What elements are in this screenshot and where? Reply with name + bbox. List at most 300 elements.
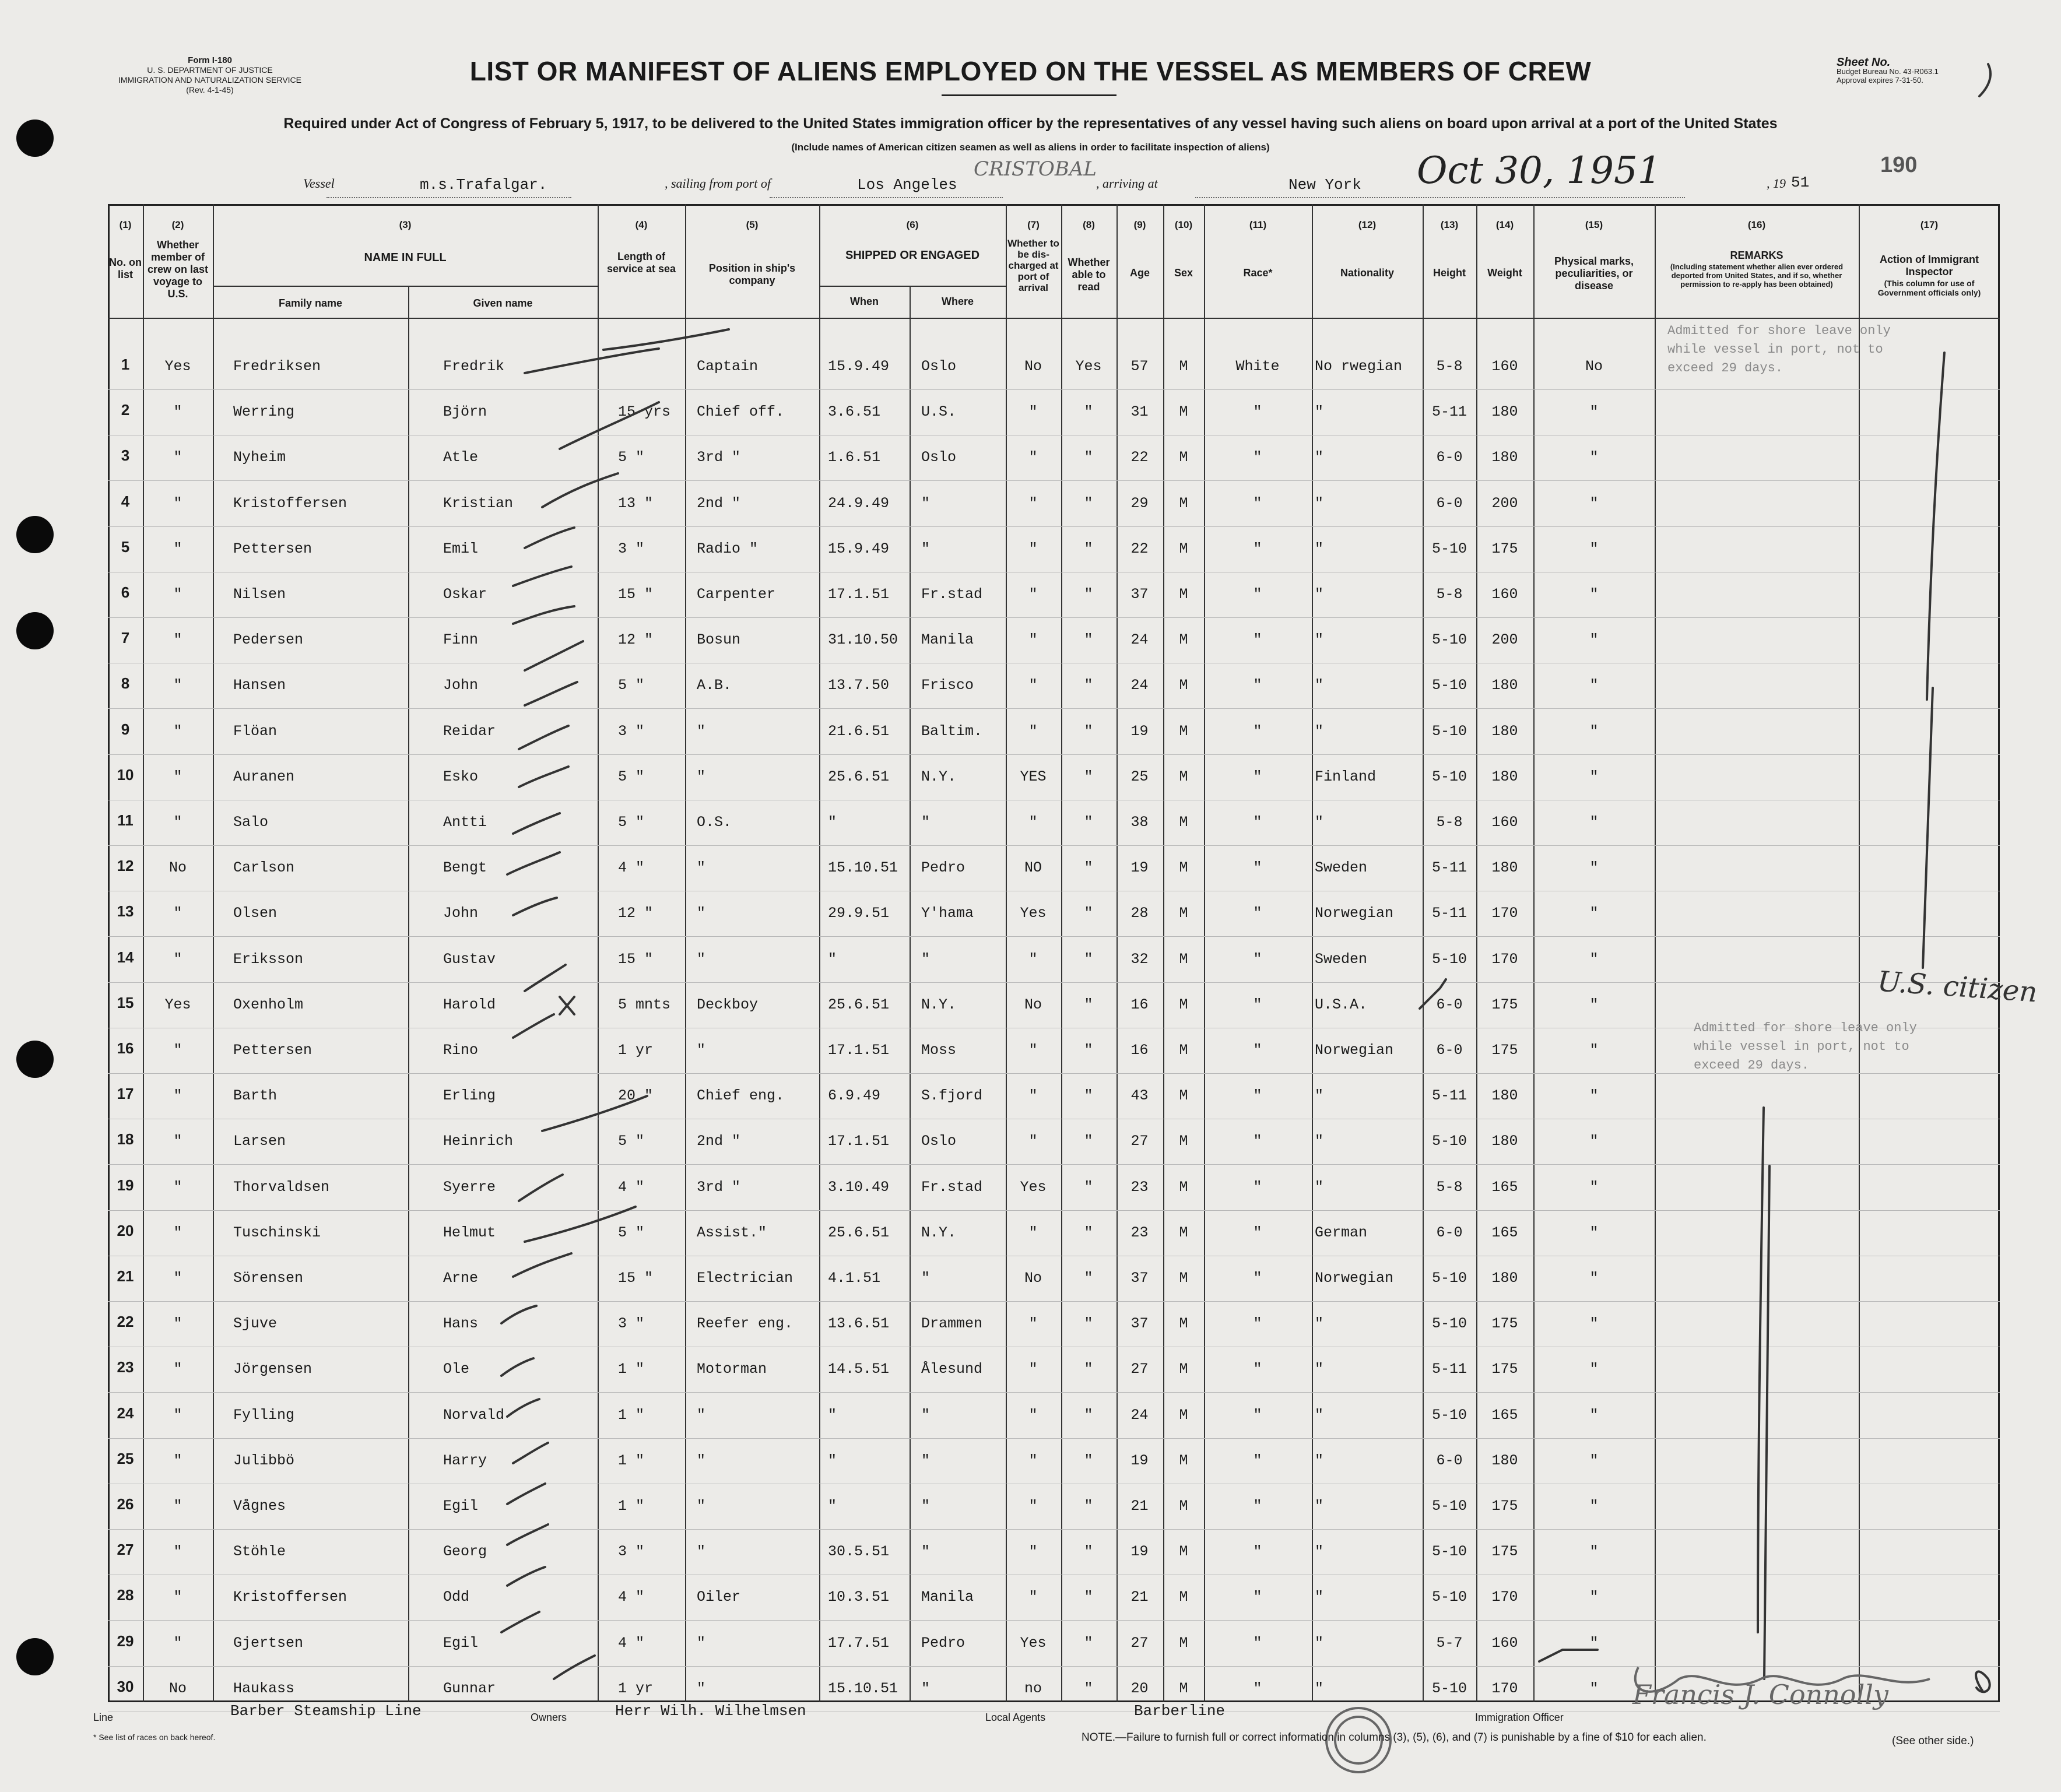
cell-when: 10.3.51 <box>828 1589 890 1605</box>
cell-disch: " <box>1028 1452 1038 1469</box>
cell-position: A.B. <box>697 677 732 694</box>
cell-nat: U.S.A. <box>1315 996 1368 1013</box>
col-8-num: (8) <box>1083 219 1095 230</box>
cell-family: Pettersen <box>233 540 313 557</box>
col-9-num: (9) <box>1133 219 1146 230</box>
cell-height: 5-10 <box>1431 1407 1467 1424</box>
cell-crew: Yes <box>164 996 191 1013</box>
cell-service: 4 " <box>618 1635 645 1652</box>
cell-age: 28 <box>1130 905 1149 922</box>
cell-race: " <box>1253 723 1262 740</box>
col-10-num: (10) <box>1174 219 1193 230</box>
cell-service: 5 " <box>618 1224 645 1241</box>
approval-expiry: Approval expires 7-31-50. <box>1837 76 1923 85</box>
cell-given: Björn <box>443 403 487 420</box>
cell-weight: 175 <box>1491 996 1518 1013</box>
row-number: 29 <box>117 1632 134 1650</box>
cell-sex: M <box>1179 1087 1188 1104</box>
cell-age: 37 <box>1130 1315 1149 1332</box>
cell-position: Chief eng. <box>697 1087 785 1104</box>
cell-when: " <box>828 814 837 831</box>
cell-nat: " <box>1315 1407 1324 1424</box>
cell-weight: 170 <box>1491 951 1518 968</box>
cell-where: " <box>921 814 931 831</box>
cell-crew: " <box>173 495 182 512</box>
col-9-label: Age <box>1129 267 1150 279</box>
row-number: 9 <box>121 721 130 738</box>
cell-nat: " <box>1315 1361 1324 1378</box>
cell-given: Norvald <box>443 1407 505 1424</box>
cell-height: 5-10 <box>1431 1133 1467 1150</box>
cell-disch: Yes <box>1020 1179 1047 1196</box>
cell-where: N.Y. <box>921 1224 957 1241</box>
cell-family: Hansen <box>233 677 286 694</box>
row-number: 2 <box>121 401 130 419</box>
row-number: 6 <box>121 584 130 601</box>
cell-sex: M <box>1179 1224 1188 1241</box>
cell-read: " <box>1084 996 1093 1013</box>
cell-height: 6-0 <box>1436 449 1463 466</box>
cell-read: " <box>1084 905 1093 922</box>
cell-race: " <box>1253 1361 1262 1378</box>
cell-sex: M <box>1179 1133 1188 1150</box>
cell-given: Atle <box>443 449 479 466</box>
cell-height: 5-11 <box>1431 859 1467 876</box>
cell-family: Haukass <box>233 1680 295 1697</box>
cell-nat: " <box>1315 677 1324 694</box>
cell-when: 21.6.51 <box>828 723 890 740</box>
cell-nat: " <box>1315 586 1324 603</box>
cell-height: 5-10 <box>1431 1589 1467 1605</box>
cell-where: " <box>921 495 931 512</box>
cell-age: 29 <box>1130 495 1149 512</box>
cell-weight: 180 <box>1491 1452 1518 1469</box>
arriving-label: , arriving at <box>1096 176 1158 191</box>
col-2-num: (2) <box>171 219 184 230</box>
cell-nat: " <box>1315 1589 1324 1605</box>
from-port: Los Angeles <box>857 176 957 194</box>
cell-when: 13.6.51 <box>828 1315 890 1332</box>
cell-where: " <box>921 1452 931 1469</box>
cell-sex: M <box>1179 495 1188 512</box>
cell-weight: 160 <box>1491 814 1518 831</box>
cell-race: " <box>1253 951 1262 968</box>
cell-position: Carpenter <box>697 586 776 603</box>
cell-weight: 175 <box>1491 540 1518 557</box>
vessel-label: Vessel <box>303 176 335 191</box>
row-number: 30 <box>117 1678 134 1695</box>
cell-race: " <box>1253 1133 1262 1150</box>
row-number: 18 <box>117 1130 134 1148</box>
cell-weight: 180 <box>1491 1133 1518 1150</box>
cell-height: 5-11 <box>1431 1361 1467 1378</box>
cell-where: Fr.stad <box>921 586 983 603</box>
cell-nat: Finland <box>1315 768 1377 785</box>
vessel-name: m.s.Trafalgar. <box>420 176 547 194</box>
cell-sex: M <box>1179 631 1188 648</box>
cell-age: 16 <box>1130 1042 1149 1059</box>
cell-marks: " <box>1589 1635 1599 1652</box>
cell-race: " <box>1253 1635 1262 1652</box>
cell-position: " <box>697 1452 706 1469</box>
cell-crew: " <box>173 723 182 740</box>
year-value: 51 <box>1791 174 1810 191</box>
cell-sex: M <box>1179 1407 1188 1424</box>
cell-when: 29.9.51 <box>828 905 890 922</box>
cell-weight: 160 <box>1491 1635 1518 1652</box>
cell-nat: Norwegian <box>1315 1270 1394 1287</box>
cell-marks: " <box>1589 996 1599 1013</box>
col-14-num: (14) <box>1495 219 1514 230</box>
department: U. S. DEPARTMENT OF JUSTICE <box>147 65 273 75</box>
cell-height: 5-10 <box>1431 951 1467 968</box>
cell-race: " <box>1253 1498 1262 1515</box>
cell-given: Emil <box>443 540 479 557</box>
cell-height: 5-10 <box>1431 1680 1467 1697</box>
row-number: 10 <box>117 766 134 783</box>
cell-age: 23 <box>1130 1179 1149 1196</box>
cell-position: " <box>697 859 706 876</box>
cell-when: 15.9.49 <box>828 540 890 557</box>
cell-age: 32 <box>1130 951 1149 968</box>
cell-height: 5-10 <box>1431 540 1467 557</box>
cell-given: Helmut <box>443 1224 496 1241</box>
col-12-num: (12) <box>1358 219 1377 230</box>
remarks-line: while vessel in port, not to <box>1667 342 1883 357</box>
cell-nat: " <box>1315 1315 1324 1332</box>
cell-nat: " <box>1315 495 1324 512</box>
col-8-label: Whether able to read <box>1068 256 1110 293</box>
cell-read: " <box>1084 814 1093 831</box>
cell-family: Kristoffersen <box>233 1589 347 1605</box>
cell-position: Oiler <box>697 1589 741 1605</box>
cell-crew: " <box>173 768 182 785</box>
cell-nat: " <box>1315 723 1324 740</box>
cell-service: 5 " <box>618 449 645 466</box>
row-number: 27 <box>117 1541 134 1558</box>
cell-weight: 175 <box>1491 1361 1518 1378</box>
cell-sex: M <box>1179 1270 1188 1287</box>
cell-family: Salo <box>233 814 269 831</box>
cell-when: 25.6.51 <box>828 1224 890 1241</box>
cell-race: " <box>1253 1407 1262 1424</box>
col-10-label: Sex <box>1174 267 1193 279</box>
cell-family: Vågnes <box>233 1498 286 1515</box>
row-number: 11 <box>117 811 134 829</box>
cell-crew: No <box>168 1680 187 1697</box>
cell-age: 24 <box>1130 1407 1149 1424</box>
cell-given: Heinrich <box>443 1133 514 1150</box>
cell-read: " <box>1084 1498 1093 1515</box>
cell-where: " <box>921 1680 931 1697</box>
cell-crew: Yes <box>164 358 191 375</box>
cell-marks: " <box>1589 1179 1599 1196</box>
cell-service: 12 " <box>618 631 654 648</box>
cell-sex: M <box>1179 1635 1188 1652</box>
cell-crew: " <box>173 586 182 603</box>
row-number: 17 <box>117 1085 134 1102</box>
cell-disch: " <box>1028 1543 1038 1560</box>
cell-disch: Yes <box>1020 1635 1047 1652</box>
cell-sex: M <box>1179 1179 1188 1196</box>
cell-race: " <box>1253 996 1262 1013</box>
form-number: Form I-180 <box>188 55 232 65</box>
cell-family: Kristoffersen <box>233 495 347 512</box>
cell-when: " <box>828 1498 837 1515</box>
cell-position: Deckboy <box>697 996 759 1013</box>
cell-disch: " <box>1028 540 1038 557</box>
cell-read: " <box>1084 768 1093 785</box>
cell-given: John <box>443 905 479 922</box>
cell-race: " <box>1253 1224 1262 1241</box>
cell-service: 5 mnts <box>618 996 671 1013</box>
cell-height: 5-11 <box>1431 1087 1467 1104</box>
cell-sex: M <box>1179 1680 1188 1697</box>
agents-label: Local Agents <box>985 1712 1046 1723</box>
cell-age: 19 <box>1130 1543 1149 1560</box>
cell-race: " <box>1253 1042 1262 1059</box>
cell-service: 13 " <box>618 495 654 512</box>
cell-sex: M <box>1179 677 1188 694</box>
cell-height: 5-10 <box>1431 1498 1467 1515</box>
cell-height: 5-10 <box>1431 1270 1467 1287</box>
to-port: New York <box>1288 176 1361 194</box>
col-7-num: (7) <box>1027 219 1040 230</box>
cell-position: " <box>697 1680 706 1697</box>
col-16-note: (Including statement whether alien ever ordered deported from United States, and if so, whether permission to re-apply has been obtained) <box>1670 262 1844 289</box>
cell-given: Gustav <box>443 951 496 968</box>
remarks-line: exceed 29 days. <box>1667 361 1783 375</box>
cell-where: Baltim. <box>921 723 983 740</box>
cell-crew: " <box>173 449 182 466</box>
cell-crew: " <box>173 540 182 557</box>
cell-where: Manila <box>921 1589 974 1605</box>
cell-nat: Sweden <box>1315 859 1368 876</box>
col-6-sub-when: When <box>850 296 879 307</box>
cell-service: 15 " <box>618 951 654 968</box>
cell-race: " <box>1253 1680 1262 1697</box>
owners-label: Owners <box>531 1712 567 1723</box>
cell-crew: " <box>173 905 182 922</box>
cell-given: Reidar <box>443 723 496 740</box>
cell-marks: " <box>1589 1133 1599 1150</box>
cell-given: Oskar <box>443 586 487 603</box>
remarks-line: while vessel in port, not to <box>1694 1039 1909 1054</box>
col-6-label: SHIPPED OR ENGAGED <box>845 249 980 262</box>
cell-read: " <box>1084 1407 1093 1424</box>
cell-sex: M <box>1179 1042 1188 1059</box>
cell-disch: " <box>1028 1087 1038 1104</box>
cell-race: " <box>1253 859 1262 876</box>
cell-read: " <box>1084 1680 1093 1697</box>
cell-age: 27 <box>1130 1133 1149 1150</box>
cell-weight: 165 <box>1491 1179 1518 1196</box>
cell-crew: " <box>173 1270 182 1287</box>
cell-family: Olsen <box>233 905 278 922</box>
cell-disch: " <box>1028 951 1038 968</box>
cell-race: " <box>1253 1543 1262 1560</box>
cell-sex: M <box>1179 951 1188 968</box>
col-13-label: Height <box>1433 267 1466 279</box>
cell-weight: 175 <box>1491 1042 1518 1059</box>
cell-marks: " <box>1589 449 1599 466</box>
row-number: 28 <box>117 1586 134 1604</box>
cell-crew: " <box>173 1361 182 1378</box>
cell-family: Sörensen <box>233 1270 304 1287</box>
cell-service: 3 " <box>618 1543 645 1560</box>
line-label: Line <box>93 1712 114 1723</box>
row-number: 3 <box>121 447 130 464</box>
cell-position: Electrician <box>697 1270 793 1287</box>
cell-when: 6.9.49 <box>828 1087 881 1104</box>
cell-height: 5-10 <box>1431 723 1467 740</box>
cell-disch: NO <box>1024 859 1042 876</box>
cell-disch: " <box>1028 1498 1038 1515</box>
cell-weight: 160 <box>1491 358 1518 375</box>
cell-given: Egil <box>443 1498 479 1515</box>
cell-position: " <box>697 768 706 785</box>
cell-weight: 180 <box>1491 859 1518 876</box>
cell-disch: " <box>1028 449 1038 466</box>
cell-read: " <box>1084 1543 1093 1560</box>
cell-position: 3rd " <box>697 449 741 466</box>
cell-height: 5-8 <box>1436 814 1463 831</box>
us-citizen-note: U.S. citizen <box>1876 965 2039 1009</box>
cell-marks: " <box>1589 768 1599 785</box>
cell-family: Fylling <box>233 1407 295 1424</box>
cell-when: 30.5.51 <box>828 1543 890 1560</box>
cell-race: " <box>1253 586 1262 603</box>
cell-read: " <box>1084 449 1093 466</box>
cell-crew: " <box>173 1498 182 1515</box>
cell-read: " <box>1084 1315 1093 1332</box>
cell-service: 5 " <box>618 677 645 694</box>
cell-read: " <box>1084 631 1093 648</box>
cell-where: Y'hama <box>921 905 974 922</box>
cell-disch: No <box>1024 996 1042 1013</box>
cell-crew: " <box>173 1589 182 1605</box>
cell-crew: No <box>168 859 187 876</box>
requirement-text: Required under Act of Congress of February 5, 1917, to be delivered to the United States immigration officer by the representatives of any vessel having such aliens on board upon arrival at a port of the United States <box>283 115 1778 132</box>
cell-given: Kristian <box>443 495 514 512</box>
cell-given: Harold <box>443 996 496 1013</box>
cell-age: 25 <box>1130 768 1149 785</box>
cell-marks: " <box>1589 1452 1599 1469</box>
cell-sex: M <box>1179 1498 1188 1515</box>
cell-when: 15.9.49 <box>828 358 890 375</box>
cell-race: White <box>1235 358 1280 375</box>
cell-height: 6-0 <box>1436 1042 1463 1059</box>
cell-read: " <box>1084 723 1093 740</box>
cell-nat: " <box>1315 1087 1324 1104</box>
row-number: 24 <box>117 1404 134 1422</box>
cell-when: 4.1.51 <box>828 1270 881 1287</box>
cell-read: " <box>1084 859 1093 876</box>
cell-race: " <box>1253 1452 1262 1469</box>
cell-marks: " <box>1589 1270 1599 1287</box>
cell-family: Stöhle <box>233 1543 286 1560</box>
cell-crew: " <box>173 951 182 968</box>
cell-read: Yes <box>1075 358 1102 375</box>
cell-height: 5-11 <box>1431 905 1467 922</box>
col-6-num: (6) <box>906 219 919 230</box>
cell-weight: 175 <box>1491 1543 1518 1560</box>
cell-family: Barth <box>233 1087 278 1104</box>
cell-given: Odd <box>443 1589 470 1605</box>
cell-where: Oslo <box>921 1133 957 1150</box>
cell-given: Ole <box>443 1361 470 1378</box>
cell-given: Arne <box>443 1270 479 1287</box>
cell-sex: M <box>1179 586 1188 603</box>
cell-age: 57 <box>1130 358 1149 375</box>
cell-marks: " <box>1589 1589 1599 1605</box>
officer-signature: Francis J. Connolly <box>1632 1679 1889 1710</box>
row-number: 19 <box>117 1176 134 1194</box>
cell-weight: 180 <box>1491 768 1518 785</box>
cell-age: 19 <box>1130 723 1149 740</box>
row-number: 8 <box>121 674 130 692</box>
cell-service: 4 " <box>618 1179 645 1196</box>
cell-position: " <box>697 1407 706 1424</box>
cell-sex: M <box>1179 1315 1188 1332</box>
cell-family: Gjertsen <box>233 1635 304 1652</box>
cell-service: 4 " <box>618 1589 645 1605</box>
cell-sex: M <box>1179 1589 1188 1605</box>
cell-sex: M <box>1179 996 1188 1013</box>
cell-disch: " <box>1028 586 1038 603</box>
cell-height: 6-0 <box>1436 1452 1463 1469</box>
cell-family: Pedersen <box>233 631 304 648</box>
cell-marks: " <box>1589 1087 1599 1104</box>
cell-race: " <box>1253 905 1262 922</box>
cell-read: " <box>1084 403 1093 420</box>
cell-marks: " <box>1589 631 1599 648</box>
cell-when: 17.1.51 <box>828 1042 890 1059</box>
row-number: 1 <box>121 356 130 373</box>
cell-height: 5-8 <box>1436 1179 1463 1196</box>
cell-weight: 180 <box>1491 1270 1518 1287</box>
cell-marks: No <box>1585 358 1603 375</box>
cell-disch: No <box>1024 358 1042 375</box>
cell-age: 23 <box>1130 1224 1149 1241</box>
cell-where: " <box>921 1407 931 1424</box>
cell-weight: 170 <box>1491 1589 1518 1605</box>
cell-service: 5 " <box>618 814 645 831</box>
cell-disch: " <box>1028 1224 1038 1241</box>
cell-position: " <box>697 1543 706 1560</box>
cell-read: " <box>1084 1179 1093 1196</box>
cell-where: " <box>921 1543 931 1560</box>
cell-family: Larsen <box>233 1133 286 1150</box>
cell-nat: Sweden <box>1315 951 1368 968</box>
row-number: 5 <box>121 538 130 556</box>
cell-crew: " <box>173 1315 182 1332</box>
cell-disch: no <box>1024 1680 1042 1697</box>
cell-sex: M <box>1179 1452 1188 1469</box>
line-value: Barber Steamship Line <box>230 1702 422 1720</box>
cell-age: 37 <box>1130 586 1149 603</box>
cell-race: " <box>1253 814 1262 831</box>
cell-when: 15.10.51 <box>828 859 898 876</box>
cell-height: 6-0 <box>1436 1224 1463 1241</box>
cell-marks: " <box>1589 1680 1599 1697</box>
cell-service: 1 " <box>618 1452 645 1469</box>
cell-crew: " <box>173 1042 182 1059</box>
cell-nat: " <box>1315 814 1324 831</box>
cell-given: Esko <box>443 768 479 785</box>
cell-family: Julibbö <box>233 1452 295 1469</box>
cell-where: " <box>921 1498 931 1515</box>
